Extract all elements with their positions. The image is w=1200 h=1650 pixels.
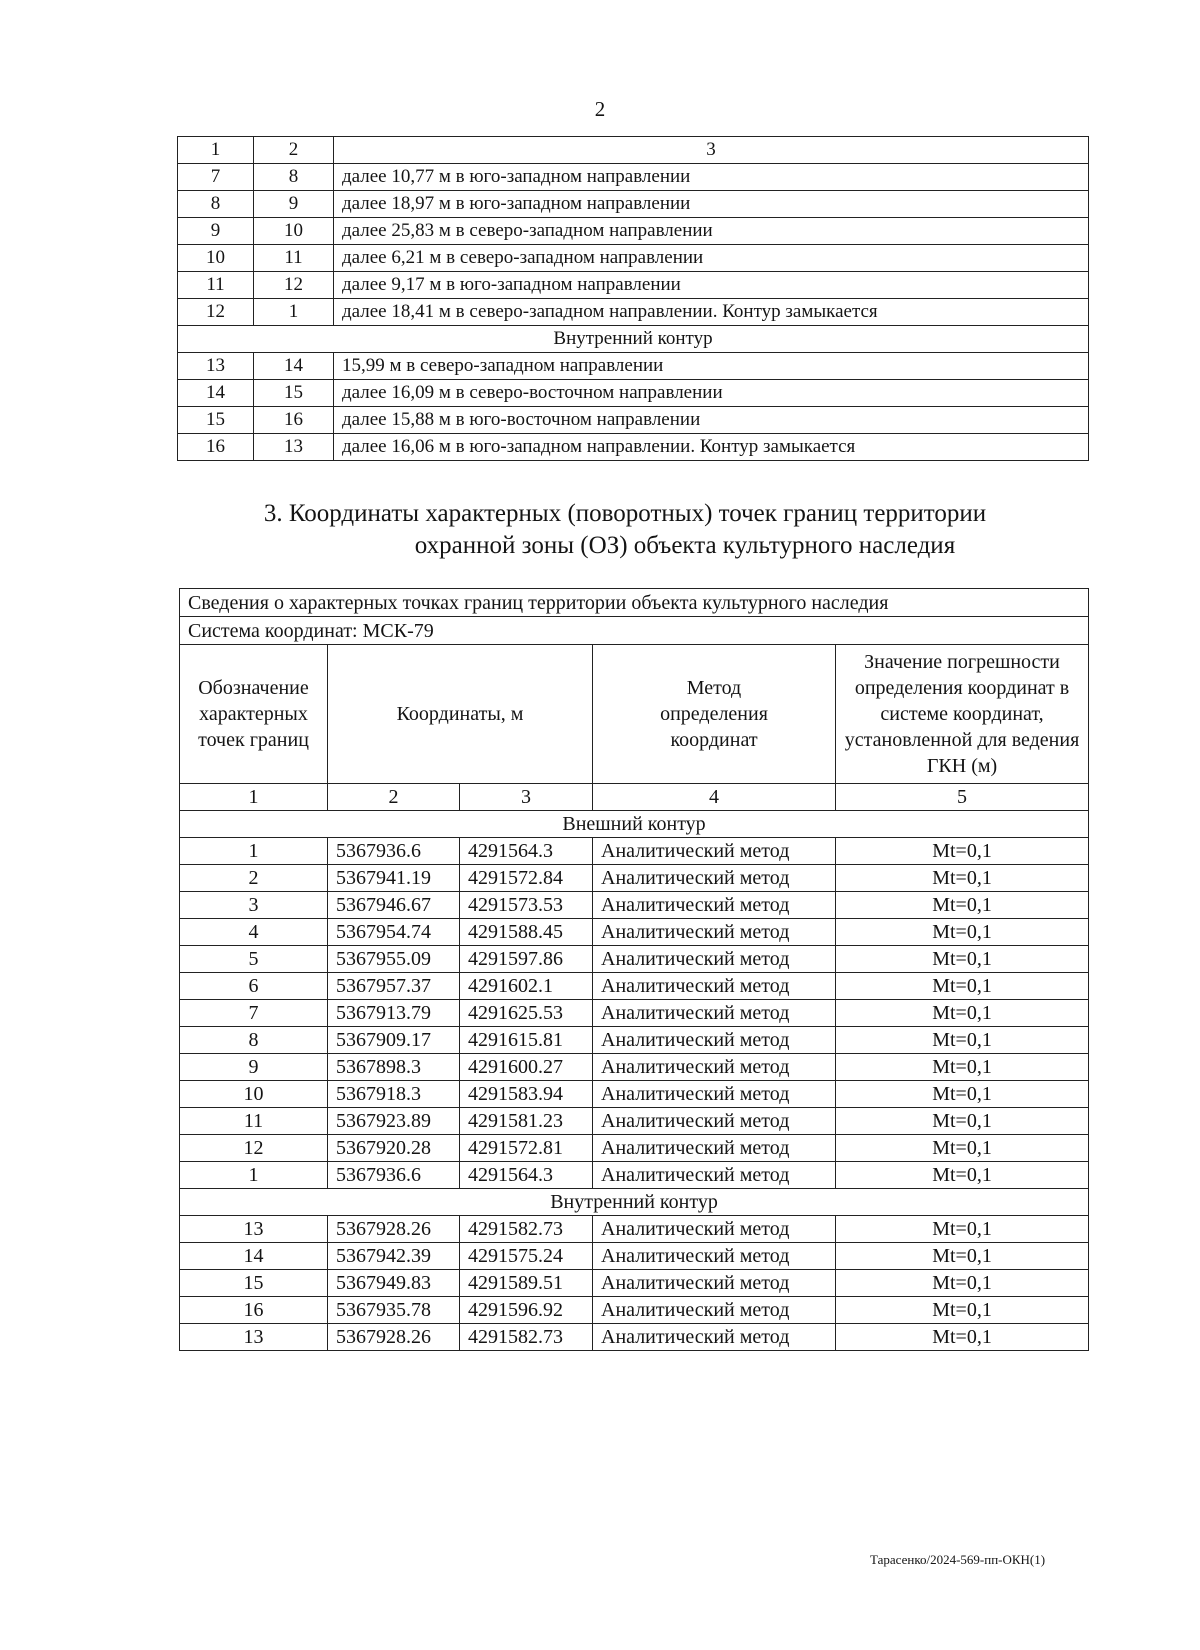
point-y: 4291596.92 [460, 1297, 593, 1324]
point-number: 10 [180, 1081, 328, 1108]
segment-from: 12 [178, 299, 254, 326]
point-x: 5367913.79 [328, 1000, 460, 1027]
point-error: Mt=0,1 [836, 1162, 1089, 1189]
section-heading-line-2: охранной зоны (ОЗ) объекта культурного наследия [414, 532, 956, 559]
point-row [180, 973, 1089, 1000]
segment-from: 7 [178, 164, 254, 191]
point-x: 5367920.28 [328, 1135, 460, 1162]
segment-to: 1 [254, 299, 334, 326]
segment-from: 10 [178, 245, 254, 272]
inner-contour-label: Внутренний контур [180, 1189, 1089, 1216]
point-method: Аналитический метод [593, 1000, 836, 1027]
point-number: 6 [180, 973, 328, 1000]
point-error: Mt=0,1 [836, 1108, 1089, 1135]
point-row [180, 838, 1089, 865]
segment-description: далее 6,21 м в северо-западном направлении [334, 245, 1089, 272]
segments-col-1: 1 [178, 137, 254, 164]
point-x: 5367923.89 [328, 1108, 460, 1135]
segment-description: далее 18,41 м в северо-западном направлении. Контур замыкается [334, 299, 1089, 326]
point-y: 4291625.53 [460, 1000, 593, 1027]
segments-table [177, 136, 1089, 461]
point-number: 13 [180, 1324, 328, 1351]
column-number: 3 [460, 784, 593, 811]
coordinates-header-row [180, 645, 1089, 784]
point-error: Mt=0,1 [836, 1270, 1089, 1297]
point-row [180, 1027, 1089, 1054]
point-error: Mt=0,1 [836, 946, 1089, 973]
segment-to: 13 [254, 434, 334, 461]
point-row [180, 1297, 1089, 1324]
point-x: 5367918.3 [328, 1081, 460, 1108]
point-y: 4291600.27 [460, 1054, 593, 1081]
point-method: Аналитический метод [593, 865, 836, 892]
point-number: 11 [180, 1108, 328, 1135]
point-row [180, 1216, 1089, 1243]
inner-contour-label-row [180, 1189, 1089, 1216]
coordinate-system: Система координат: МСК-79 [180, 617, 1089, 645]
point-y: 4291572.81 [460, 1135, 593, 1162]
segment-from: 16 [178, 434, 254, 461]
column-number: 2 [328, 784, 460, 811]
coordinate-system-row [180, 617, 1089, 645]
segment-row [178, 245, 1089, 272]
segment-row [178, 191, 1089, 218]
point-number: 14 [180, 1243, 328, 1270]
segment-description: 15,99 м в северо-западном направлении [334, 353, 1089, 380]
point-x: 5367898.3 [328, 1054, 460, 1081]
segment-to: 14 [254, 353, 334, 380]
point-number: 12 [180, 1135, 328, 1162]
section-heading-line-1: 3. Координаты характерных (поворотных) точек границ территории [263, 500, 987, 527]
page-number: 2 [594, 97, 606, 121]
point-error: Mt=0,1 [836, 1135, 1089, 1162]
inner-contour-label-row [178, 326, 1089, 353]
point-row [180, 892, 1089, 919]
document-reference: Тарасенко/2024-569-пп-ОКН(1) [870, 1552, 1046, 1567]
point-number: 4 [180, 919, 328, 946]
point-row [180, 1270, 1089, 1297]
segment-from: 8 [178, 191, 254, 218]
point-y: 4291564.3 [460, 1162, 593, 1189]
point-y: 4291582.73 [460, 1216, 593, 1243]
segment-description: далее 16,09 м в северо-восточном направлении [334, 380, 1089, 407]
outer-contour-label-row [180, 811, 1089, 838]
point-error: Mt=0,1 [836, 865, 1089, 892]
point-x: 5367941.19 [328, 865, 460, 892]
segment-description: далее 25,83 м в северо-западном направлении [334, 218, 1089, 245]
point-y: 4291597.86 [460, 946, 593, 973]
segment-description: далее 9,17 м в юго-западном направлении [334, 272, 1089, 299]
point-number: 5 [180, 946, 328, 973]
point-number: 8 [180, 1027, 328, 1054]
point-method: Аналитический метод [593, 1216, 836, 1243]
point-method: Аналитический метод [593, 1054, 836, 1081]
point-number: 9 [180, 1054, 328, 1081]
segment-from: 9 [178, 218, 254, 245]
point-number: 15 [180, 1270, 328, 1297]
point-error: Mt=0,1 [836, 892, 1089, 919]
segment-from: 13 [178, 353, 254, 380]
segment-description: далее 18,97 м в юго-западном направлении [334, 191, 1089, 218]
point-y: 4291564.3 [460, 838, 593, 865]
header-method: Метод определения координат [593, 645, 836, 784]
point-error: Mt=0,1 [836, 1027, 1089, 1054]
point-method: Аналитический метод [593, 1297, 836, 1324]
point-method: Аналитический метод [593, 1324, 836, 1351]
point-row [180, 1081, 1089, 1108]
segment-row [178, 434, 1089, 461]
segment-from: 14 [178, 380, 254, 407]
point-row [180, 1162, 1089, 1189]
segment-row [178, 272, 1089, 299]
section-heading [190, 498, 1060, 562]
point-row [180, 1135, 1089, 1162]
point-x: 5367946.67 [328, 892, 460, 919]
point-x: 5367955.09 [328, 946, 460, 973]
point-error: Mt=0,1 [836, 1297, 1089, 1324]
coordinates-table [179, 588, 1089, 1351]
segments-col-2: 2 [254, 137, 334, 164]
point-error: Mt=0,1 [836, 919, 1089, 946]
header-point: Обозначение характерных точек границ [180, 645, 328, 784]
point-y: 4291573.53 [460, 892, 593, 919]
point-x: 5367954.74 [328, 919, 460, 946]
point-x: 5367928.26 [328, 1216, 460, 1243]
point-y: 4291602.1 [460, 973, 593, 1000]
point-y: 4291589.51 [460, 1270, 593, 1297]
point-number: 16 [180, 1297, 328, 1324]
segment-row [178, 380, 1089, 407]
segment-to: 9 [254, 191, 334, 218]
point-x: 5367928.26 [328, 1324, 460, 1351]
point-error: Mt=0,1 [836, 1216, 1089, 1243]
point-error: Mt=0,1 [836, 1081, 1089, 1108]
point-number: 2 [180, 865, 328, 892]
point-x: 5367936.6 [328, 1162, 460, 1189]
segments-header-row [178, 137, 1089, 164]
segment-to: 12 [254, 272, 334, 299]
segment-to: 10 [254, 218, 334, 245]
point-method: Аналитический метод [593, 1243, 836, 1270]
point-number: 7 [180, 1000, 328, 1027]
point-y: 4291583.94 [460, 1081, 593, 1108]
column-number: 5 [836, 784, 1089, 811]
segment-to: 11 [254, 245, 334, 272]
point-method: Аналитический метод [593, 973, 836, 1000]
point-method: Аналитический метод [593, 919, 836, 946]
segments-col-3: 3 [334, 137, 1089, 164]
point-row [180, 1324, 1089, 1351]
segment-description: далее 10,77 м в юго-западном направлении [334, 164, 1089, 191]
point-number: 13 [180, 1216, 328, 1243]
point-number: 1 [180, 838, 328, 865]
point-y: 4291615.81 [460, 1027, 593, 1054]
point-method: Аналитический метод [593, 1081, 836, 1108]
segment-from: 15 [178, 407, 254, 434]
point-number: 3 [180, 892, 328, 919]
point-x: 5367936.6 [328, 838, 460, 865]
point-method: Аналитический метод [593, 946, 836, 973]
outer-contour-label: Внешний контур [180, 811, 1089, 838]
point-x: 5367949.83 [328, 1270, 460, 1297]
segment-row [178, 353, 1089, 380]
point-row [180, 1000, 1089, 1027]
point-error: Mt=0,1 [836, 1243, 1089, 1270]
segment-row [178, 164, 1089, 191]
column-number: 1 [180, 784, 328, 811]
segment-to: 15 [254, 380, 334, 407]
point-method: Аналитический метод [593, 838, 836, 865]
point-method: Аналитический метод [593, 1270, 836, 1297]
point-y: 4291575.24 [460, 1243, 593, 1270]
column-number: 4 [593, 784, 836, 811]
point-method: Аналитический метод [593, 1108, 836, 1135]
point-error: Mt=0,1 [836, 1000, 1089, 1027]
coordinates-title-row [180, 589, 1089, 617]
inner-contour-label: Внутренний контур [178, 326, 1089, 353]
point-method: Аналитический метод [593, 1162, 836, 1189]
point-y: 4291572.84 [460, 865, 593, 892]
point-row [180, 865, 1089, 892]
header-coordinates: Координаты, м [328, 645, 593, 784]
segment-description: далее 16,06 м в юго-западном направлении. Контур замыкается [334, 434, 1089, 461]
header-error: Значение погрешности определения координат в системе координат, установленной для ведения ГКН (м) [836, 645, 1089, 784]
point-x: 5367942.39 [328, 1243, 460, 1270]
point-error: Mt=0,1 [836, 838, 1089, 865]
segment-description: далее 15,88 м в юго-восточном направлении [334, 407, 1089, 434]
point-y: 4291581.23 [460, 1108, 593, 1135]
point-x: 5367935.78 [328, 1297, 460, 1324]
point-method: Аналитический метод [593, 1027, 836, 1054]
point-error: Mt=0,1 [836, 973, 1089, 1000]
segment-to: 8 [254, 164, 334, 191]
point-x: 5367957.37 [328, 973, 460, 1000]
segment-row [178, 218, 1089, 245]
point-method: Аналитический метод [593, 1135, 836, 1162]
point-y: 4291582.73 [460, 1324, 593, 1351]
point-row [180, 1243, 1089, 1270]
segment-to: 16 [254, 407, 334, 434]
point-row [180, 946, 1089, 973]
point-error: Mt=0,1 [836, 1054, 1089, 1081]
segment-row [178, 407, 1089, 434]
segment-from: 11 [178, 272, 254, 299]
point-x: 5367909.17 [328, 1027, 460, 1054]
point-row [180, 1054, 1089, 1081]
point-row [180, 919, 1089, 946]
point-method: Аналитический метод [593, 892, 836, 919]
segment-row [178, 299, 1089, 326]
point-y: 4291588.45 [460, 919, 593, 946]
point-error: Mt=0,1 [836, 1324, 1089, 1351]
point-row [180, 1108, 1089, 1135]
column-numbers-row [180, 784, 1089, 811]
point-number: 1 [180, 1162, 328, 1189]
coordinates-table-title: Сведения о характерных точках границ территории объекта культурного наследия [180, 589, 1089, 617]
